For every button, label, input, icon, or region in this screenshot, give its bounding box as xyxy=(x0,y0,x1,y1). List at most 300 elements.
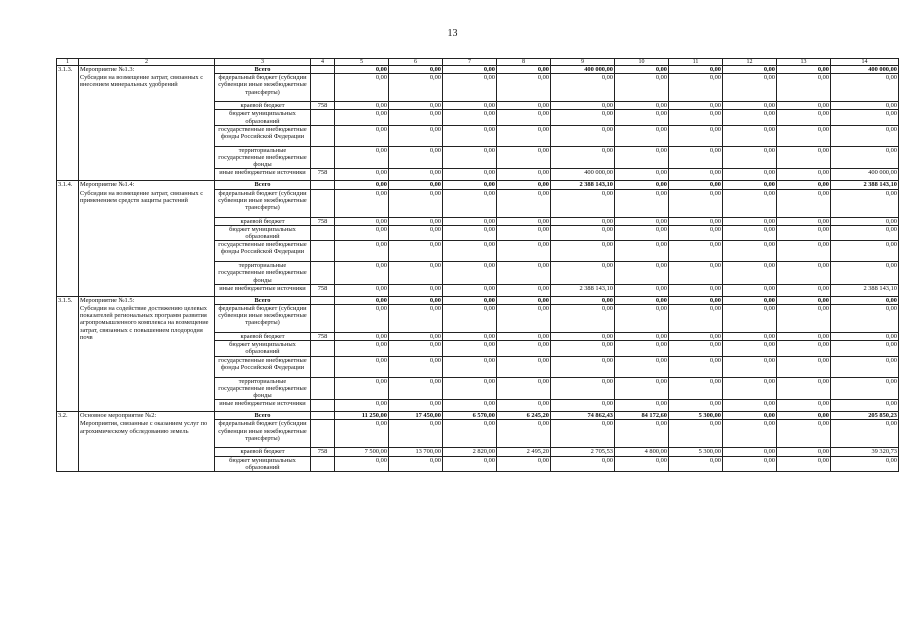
amount-cell: 0,00 xyxy=(551,217,615,225)
column-header: 4 xyxy=(311,59,335,66)
amount-cell: 0,00 xyxy=(669,74,723,102)
amount-cell: 0,00 xyxy=(335,217,389,225)
amount-cell: 39 320,73 xyxy=(831,448,899,456)
item-name-cell xyxy=(79,181,215,296)
item-title: Мероприятие №1.3: xyxy=(80,66,135,73)
amount-cell: 0,00 xyxy=(615,333,669,341)
funding-source: иные внебюджетные источники xyxy=(215,284,311,296)
amount-cell: 0,00 xyxy=(723,356,777,377)
amount-cell: 0,00 xyxy=(335,169,389,181)
amount-cell: 0,00 xyxy=(777,296,831,304)
amount-cell: 0,00 xyxy=(497,296,551,304)
amount-cell: 0,00 xyxy=(723,262,777,285)
amount-cell: 0,00 xyxy=(777,74,831,102)
amount-cell: 0,00 xyxy=(497,284,551,296)
amount-cell: 0,00 xyxy=(497,110,551,125)
amount-cell: 0,00 xyxy=(615,305,669,333)
amount-cell: 0,00 xyxy=(497,169,551,181)
amount-cell: 0,00 xyxy=(497,146,551,169)
amount-cell: 0,00 xyxy=(777,456,831,471)
amount-cell: 0,00 xyxy=(551,74,615,102)
amount-cell: 0,00 xyxy=(497,377,551,400)
amount-cell: 0,00 xyxy=(777,146,831,169)
amount-cell: 0,00 xyxy=(669,400,723,412)
amount-cell: 0,00 xyxy=(551,305,615,333)
item-description: Мероприятия, связанные с оказанием услуг по агрохимическому обследованию земель xyxy=(80,420,208,435)
amount-cell: 0,00 xyxy=(831,102,899,110)
amount-cell: 0,00 xyxy=(551,420,615,448)
amount-cell: 0,00 xyxy=(831,110,899,125)
budget-code xyxy=(311,110,335,125)
amount-cell: 0,00 xyxy=(389,456,443,471)
item-number: 3.1.5. xyxy=(57,296,79,411)
budget-code xyxy=(311,225,335,240)
budget-table xyxy=(56,58,899,472)
amount-cell: 0,00 xyxy=(389,420,443,448)
column-header: 5 xyxy=(335,59,389,66)
amount-cell: 0,00 xyxy=(389,217,443,225)
amount-cell: 0,00 xyxy=(615,125,669,146)
amount-cell: 0,00 xyxy=(443,296,497,304)
amount-cell: 0,00 xyxy=(777,125,831,146)
amount-cell: 74 862,43 xyxy=(551,412,615,420)
amount-cell: 0,00 xyxy=(669,420,723,448)
amount-cell: 0,00 xyxy=(669,333,723,341)
amount-cell: 0,00 xyxy=(669,262,723,285)
amount-cell: 0,00 xyxy=(443,110,497,125)
amount-cell: 0,00 xyxy=(831,420,899,448)
amount-cell: 0,00 xyxy=(335,296,389,304)
amount-cell: 2 388 143,10 xyxy=(551,181,615,189)
amount-cell: 0,00 xyxy=(497,400,551,412)
amount-cell: 7 500,00 xyxy=(335,448,389,456)
amount-cell: 0,00 xyxy=(551,262,615,285)
budget-code xyxy=(311,412,335,420)
amount-cell: 0,00 xyxy=(335,241,389,262)
total-row xyxy=(57,66,899,74)
amount-cell: 0,00 xyxy=(389,225,443,240)
funding-source: Всего xyxy=(215,181,311,189)
amount-cell: 0,00 xyxy=(389,262,443,285)
amount-cell: 0,00 xyxy=(831,225,899,240)
funding-source: территориальные государственные внебюджетные фонды xyxy=(215,377,311,400)
funding-source: бюджет муниципальных образований xyxy=(215,225,311,240)
amount-cell: 0,00 xyxy=(723,241,777,262)
item-name-cell xyxy=(79,66,215,181)
amount-cell: 0,00 xyxy=(831,305,899,333)
amount-cell: 0,00 xyxy=(669,456,723,471)
column-header: 6 xyxy=(389,59,443,66)
amount-cell: 0,00 xyxy=(497,125,551,146)
amount-cell: 0,00 xyxy=(615,225,669,240)
amount-cell: 0,00 xyxy=(723,296,777,304)
amount-cell: 0,00 xyxy=(669,66,723,74)
amount-cell: 0,00 xyxy=(831,400,899,412)
amount-cell: 0,00 xyxy=(497,420,551,448)
total-row xyxy=(57,181,899,189)
item-description: Субсидии на содействие достижению целевых показателей региональных программ развития агропромышленного комплекса на возмещение затрат, связанных с повышением плодородия почв xyxy=(80,305,209,341)
amount-cell: 11 250,00 xyxy=(335,412,389,420)
budget-code: 758 xyxy=(311,448,335,456)
funding-source: Всего xyxy=(215,296,311,304)
amount-cell: 0,00 xyxy=(335,125,389,146)
amount-cell: 0,00 xyxy=(551,341,615,356)
amount-cell: 4 800,00 xyxy=(615,448,669,456)
funding-source: иные внебюджетные источники xyxy=(215,400,311,412)
amount-cell: 0,00 xyxy=(831,262,899,285)
funding-source: краевой бюджет xyxy=(215,333,311,341)
amount-cell: 0,00 xyxy=(551,102,615,110)
amount-cell: 0,00 xyxy=(615,296,669,304)
budget-code xyxy=(311,74,335,102)
amount-cell: 0,00 xyxy=(551,189,615,217)
amount-cell: 0,00 xyxy=(723,169,777,181)
budget-code xyxy=(311,400,335,412)
item-number: 3.1.4. xyxy=(57,181,79,296)
amount-cell: 0,00 xyxy=(335,146,389,169)
amount-cell: 0,00 xyxy=(443,262,497,285)
amount-cell: 0,00 xyxy=(669,217,723,225)
amount-cell: 0,00 xyxy=(723,456,777,471)
amount-cell: 0,00 xyxy=(497,262,551,285)
amount-cell: 0,00 xyxy=(335,225,389,240)
amount-cell: 0,00 xyxy=(497,333,551,341)
funding-source: федеральный бюджет (субсидии субвенции иные межбюджетные трансферты) xyxy=(215,189,311,217)
amount-cell: 0,00 xyxy=(777,284,831,296)
amount-cell: 0,00 xyxy=(335,456,389,471)
budget-code xyxy=(311,262,335,285)
item-number: 3.2. xyxy=(57,412,79,472)
funding-source: Всего xyxy=(215,412,311,420)
amount-cell: 0,00 xyxy=(443,333,497,341)
amount-cell: 0,00 xyxy=(443,377,497,400)
amount-cell: 0,00 xyxy=(497,241,551,262)
amount-cell: 0,00 xyxy=(335,377,389,400)
amount-cell: 0,00 xyxy=(443,420,497,448)
budget-code xyxy=(311,305,335,333)
amount-cell: 0,00 xyxy=(443,305,497,333)
amount-cell: 0,00 xyxy=(389,102,443,110)
amount-cell: 0,00 xyxy=(777,377,831,400)
amount-cell: 0,00 xyxy=(777,448,831,456)
amount-cell: 0,00 xyxy=(389,377,443,400)
amount-cell: 0,00 xyxy=(615,284,669,296)
amount-cell: 0,00 xyxy=(669,305,723,333)
funding-source: бюджет муниципальных образований xyxy=(215,341,311,356)
amount-cell: 13 700,00 xyxy=(389,448,443,456)
amount-cell: 0,00 xyxy=(443,284,497,296)
amount-cell: 0,00 xyxy=(777,412,831,420)
amount-cell: 0,00 xyxy=(723,400,777,412)
item-name-cell xyxy=(79,296,215,411)
amount-cell: 0,00 xyxy=(551,377,615,400)
amount-cell: 0,00 xyxy=(497,102,551,110)
amount-cell: 0,00 xyxy=(669,169,723,181)
amount-cell: 0,00 xyxy=(723,448,777,456)
amount-cell: 2 495,20 xyxy=(497,448,551,456)
amount-cell: 0,00 xyxy=(723,377,777,400)
funding-source: краевой бюджет xyxy=(215,102,311,110)
amount-cell: 0,00 xyxy=(831,333,899,341)
amount-cell: 0,00 xyxy=(335,74,389,102)
amount-cell: 0,00 xyxy=(723,189,777,217)
column-header: 14 xyxy=(831,59,899,66)
item-name-cell xyxy=(79,412,215,472)
amount-cell: 0,00 xyxy=(497,217,551,225)
amount-cell: 0,00 xyxy=(669,296,723,304)
amount-cell: 0,00 xyxy=(777,169,831,181)
amount-cell: 0,00 xyxy=(831,296,899,304)
amount-cell: 400 000,00 xyxy=(551,66,615,74)
amount-cell: 0,00 xyxy=(669,110,723,125)
amount-cell: 0,00 xyxy=(669,377,723,400)
amount-cell: 17 450,00 xyxy=(389,412,443,420)
page-number: 13 xyxy=(447,28,458,39)
funding-source: государственные внебюджетные фонды Российской Федерации xyxy=(215,356,311,377)
amount-cell: 0,00 xyxy=(831,217,899,225)
amount-cell: 0,00 xyxy=(443,66,497,74)
amount-cell: 0,00 xyxy=(443,456,497,471)
amount-cell: 0,00 xyxy=(669,125,723,146)
amount-cell: 0,00 xyxy=(551,241,615,262)
amount-cell: 0,00 xyxy=(831,456,899,471)
amount-cell: 0,00 xyxy=(615,102,669,110)
amount-cell: 0,00 xyxy=(389,189,443,217)
amount-cell: 0,00 xyxy=(723,102,777,110)
total-row xyxy=(57,296,899,304)
amount-cell: 0,00 xyxy=(777,181,831,189)
amount-cell: 2 388 143,10 xyxy=(831,284,899,296)
amount-cell: 0,00 xyxy=(443,74,497,102)
column-header: 12 xyxy=(723,59,777,66)
amount-cell: 0,00 xyxy=(831,189,899,217)
amount-cell: 0,00 xyxy=(497,74,551,102)
amount-cell: 0,00 xyxy=(443,356,497,377)
funding-source: краевой бюджет xyxy=(215,217,311,225)
item-description: Субсидии на возмещение затрат, связанных с внесением минеральных удобрений xyxy=(80,74,204,89)
amount-cell: 0,00 xyxy=(335,356,389,377)
column-header: 8 xyxy=(497,59,551,66)
amount-cell: 84 172,60 xyxy=(615,412,669,420)
amount-cell: 205 850,23 xyxy=(831,412,899,420)
amount-cell: 0,00 xyxy=(777,189,831,217)
budget-code xyxy=(311,146,335,169)
column-header: 11 xyxy=(669,59,723,66)
amount-cell: 0,00 xyxy=(831,146,899,169)
amount-cell: 0,00 xyxy=(777,66,831,74)
budget-code: 758 xyxy=(311,284,335,296)
funding-source: федеральный бюджет (субсидии субвенции иные межбюджетные трансферты) xyxy=(215,420,311,448)
amount-cell: 0,00 xyxy=(389,74,443,102)
amount-cell: 0,00 xyxy=(551,110,615,125)
amount-cell: 0,00 xyxy=(497,225,551,240)
item-title: Мероприятие №1.5: xyxy=(80,296,135,304)
column-header: 13 xyxy=(777,59,831,66)
amount-cell: 400 000,00 xyxy=(831,66,899,74)
amount-cell: 0,00 xyxy=(723,412,777,420)
budget-code: 758 xyxy=(311,333,335,341)
amount-cell: 0,00 xyxy=(723,74,777,102)
funding-source: бюджет муниципальных образований xyxy=(215,110,311,125)
amount-cell: 0,00 xyxy=(723,284,777,296)
amount-cell: 0,00 xyxy=(497,341,551,356)
amount-cell: 0,00 xyxy=(777,110,831,125)
amount-cell: 0,00 xyxy=(389,169,443,181)
amount-cell: 0,00 xyxy=(669,284,723,296)
funding-source: бюджет муниципальных образований xyxy=(215,456,311,471)
column-header: 9 xyxy=(551,59,615,66)
amount-cell: 2 388 143,10 xyxy=(831,181,899,189)
amount-cell: 0,00 xyxy=(831,74,899,102)
amount-cell: 0,00 xyxy=(443,189,497,217)
budget-code: 758 xyxy=(311,217,335,225)
amount-cell: 0,00 xyxy=(615,181,669,189)
amount-cell: 0,00 xyxy=(389,284,443,296)
amount-cell: 5 300,00 xyxy=(669,448,723,456)
amount-cell: 0,00 xyxy=(669,341,723,356)
amount-cell: 0,00 xyxy=(777,400,831,412)
amount-cell: 0,00 xyxy=(777,102,831,110)
amount-cell: 0,00 xyxy=(723,146,777,169)
item-number: 3.1.3. xyxy=(57,66,79,181)
funding-source: краевой бюджет xyxy=(215,448,311,456)
amount-cell: 0,00 xyxy=(831,125,899,146)
column-header: 7 xyxy=(443,59,497,66)
amount-cell: 0,00 xyxy=(777,305,831,333)
amount-cell: 0,00 xyxy=(335,181,389,189)
amount-cell: 0,00 xyxy=(443,146,497,169)
item-description: Субсидии на возмещение затрат, связанных с применением средств защиты растений xyxy=(80,189,204,204)
amount-cell: 0,00 xyxy=(443,217,497,225)
funding-source: иные внебюджетные источники xyxy=(215,169,311,181)
amount-cell: 0,00 xyxy=(551,356,615,377)
amount-cell: 0,00 xyxy=(723,333,777,341)
amount-cell: 0,00 xyxy=(723,66,777,74)
amount-cell: 0,00 xyxy=(777,356,831,377)
amount-cell: 0,00 xyxy=(335,305,389,333)
item-title: Основное мероприятие №2: xyxy=(80,412,157,420)
amount-cell: 0,00 xyxy=(443,241,497,262)
amount-cell: 0,00 xyxy=(777,420,831,448)
column-number-row xyxy=(57,59,899,66)
amount-cell: 0,00 xyxy=(389,66,443,74)
amount-cell: 2 820,00 xyxy=(443,448,497,456)
amount-cell: 0,00 xyxy=(335,110,389,125)
funding-source: государственные внебюджетные фонды Российской Федерации xyxy=(215,125,311,146)
amount-cell: 0,00 xyxy=(669,102,723,110)
funding-source: территориальные государственные внебюджетные фонды xyxy=(215,146,311,169)
amount-cell: 0,00 xyxy=(669,189,723,217)
amount-cell: 0,00 xyxy=(615,356,669,377)
column-header: 10 xyxy=(615,59,669,66)
amount-cell: 0,00 xyxy=(615,217,669,225)
amount-cell: 0,00 xyxy=(497,189,551,217)
amount-cell: 0,00 xyxy=(615,110,669,125)
column-header: 2 xyxy=(79,59,215,66)
amount-cell: 0,00 xyxy=(443,102,497,110)
table-body xyxy=(57,66,899,472)
column-header: 3 xyxy=(215,59,311,66)
budget-code xyxy=(311,341,335,356)
amount-cell: 0,00 xyxy=(389,356,443,377)
amount-cell: 0,00 xyxy=(389,305,443,333)
amount-cell: 0,00 xyxy=(497,181,551,189)
amount-cell: 0,00 xyxy=(831,241,899,262)
amount-cell: 0,00 xyxy=(551,296,615,304)
amount-cell: 0,00 xyxy=(615,169,669,181)
budget-code xyxy=(311,181,335,189)
amount-cell: 0,00 xyxy=(443,225,497,240)
amount-cell: 0,00 xyxy=(335,400,389,412)
amount-cell: 0,00 xyxy=(389,296,443,304)
column-header: 1 xyxy=(57,59,79,66)
amount-cell: 0,00 xyxy=(389,333,443,341)
amount-cell: 0,00 xyxy=(335,341,389,356)
amount-cell: 0,00 xyxy=(831,377,899,400)
budget-code xyxy=(311,125,335,146)
amount-cell: 0,00 xyxy=(497,456,551,471)
amount-cell: 0,00 xyxy=(615,74,669,102)
amount-cell: 0,00 xyxy=(615,66,669,74)
amount-cell: 0,00 xyxy=(443,400,497,412)
amount-cell: 0,00 xyxy=(831,341,899,356)
amount-cell: 2 705,53 xyxy=(551,448,615,456)
amount-cell: 0,00 xyxy=(551,225,615,240)
amount-cell: 2 388 143,10 xyxy=(551,284,615,296)
amount-cell: 0,00 xyxy=(723,217,777,225)
amount-cell: 0,00 xyxy=(497,305,551,333)
amount-cell: 0,00 xyxy=(615,341,669,356)
amount-cell: 0,00 xyxy=(723,110,777,125)
amount-cell: 0,00 xyxy=(723,420,777,448)
amount-cell: 0,00 xyxy=(615,262,669,285)
budget-code: 758 xyxy=(311,102,335,110)
funding-source: Всего xyxy=(215,66,311,74)
amount-cell: 0,00 xyxy=(669,356,723,377)
amount-cell: 0,00 xyxy=(389,241,443,262)
amount-cell: 0,00 xyxy=(389,400,443,412)
budget-code xyxy=(311,356,335,377)
amount-cell: 6 245,20 xyxy=(497,412,551,420)
amount-cell: 0,00 xyxy=(615,146,669,169)
amount-cell: 0,00 xyxy=(723,305,777,333)
amount-cell: 0,00 xyxy=(335,262,389,285)
item-title: Мероприятие №1.4: xyxy=(80,181,135,189)
amount-cell: 0,00 xyxy=(443,125,497,146)
amount-cell: 0,00 xyxy=(723,181,777,189)
amount-cell: 0,00 xyxy=(551,333,615,341)
amount-cell: 6 570,00 xyxy=(443,412,497,420)
amount-cell: 0,00 xyxy=(335,333,389,341)
amount-cell: 0,00 xyxy=(777,341,831,356)
amount-cell: 0,00 xyxy=(777,241,831,262)
budget-code xyxy=(311,66,335,74)
budget-code xyxy=(311,420,335,448)
budget-code xyxy=(311,377,335,400)
total-row xyxy=(57,412,899,420)
amount-cell: 0,00 xyxy=(669,241,723,262)
amount-cell: 0,00 xyxy=(335,102,389,110)
amount-cell: 0,00 xyxy=(723,225,777,240)
amount-cell: 0,00 xyxy=(389,110,443,125)
amount-cell: 0,00 xyxy=(551,125,615,146)
amount-cell: 0,00 xyxy=(389,146,443,169)
amount-cell: 0,00 xyxy=(551,146,615,169)
amount-cell: 5 300,00 xyxy=(669,412,723,420)
amount-cell: 0,00 xyxy=(443,341,497,356)
amount-cell: 400 000,00 xyxy=(831,169,899,181)
amount-cell: 0,00 xyxy=(777,262,831,285)
